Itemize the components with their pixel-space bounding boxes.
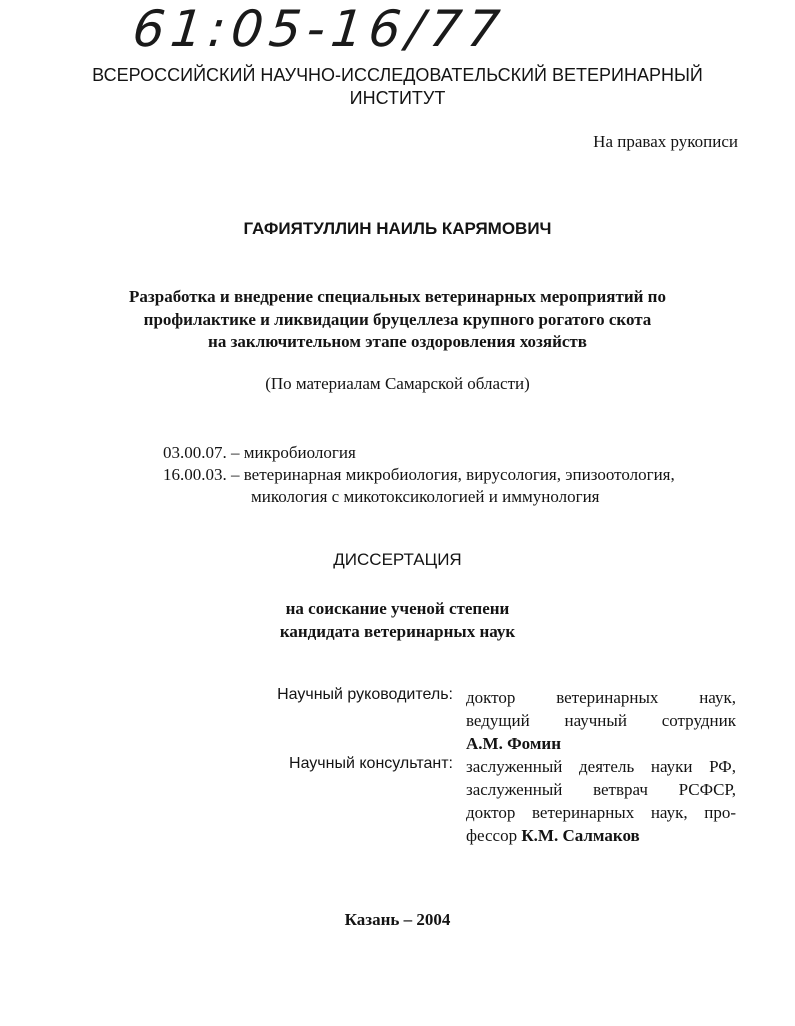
thesis-title-line-3: на заключительном этапе оздоровления хозяйств [208,332,587,351]
document-type: ДИССЕРТАЦИЯ [333,550,462,569]
consultant-line-3: доктор ветеринарных наук, про- [466,803,736,822]
consultant-details [466,755,736,847]
place-and-year: Казань – 2004 [344,910,451,929]
consultant-line-1: заслуженный деятель науки РФ, [466,757,736,776]
degree-line-1: на соискание ученой степени [285,599,510,618]
institute-name-line-2: ИНСТИТУТ [349,88,446,108]
consultant-title-prefix: фессор [466,826,518,845]
consultant-line-4 [466,824,736,847]
materials-note: (По материалам Самарской области) [265,374,530,393]
specialty-line-3: микология с микотоксикологией и иммунология [251,487,600,506]
supervisor-line-1: доктор ветеринарных наук, [466,688,736,707]
specialty-line-2: 16.00.03. – ветеринарная микробиология, вирусология, эпизоотология, [163,465,675,484]
thesis-title-line-2: профилактике и ликвидации бруцеллеза крупного рогатого скота [143,310,652,329]
degree-line-2: кандидата ветеринарных наук [279,622,516,641]
author-name: ГАФИЯТУЛЛИН НАИЛЬ КАРЯМОВИЧ [243,219,552,238]
supervisor-line-2: ведущий научный сотрудник [466,711,736,730]
specialty-line-1: 03.00.07. – микробиология [163,443,356,462]
consultant-label: Научный консультант: [289,755,453,772]
consultant-line-2: заслуженный ветврач РСФСР, [466,780,736,799]
institute-name-line-1: ВСЕРОССИЙСКИЙ НАУЧНО-ИССЛЕДОВАТЕЛЬСКИЙ ВЕТЕРИНАРНЫЙ [92,65,703,85]
handwritten-archive-code: 61:05-16/77 [129,0,509,58]
consultant-name: К.М. Салмаков [521,826,640,845]
supervisor-details [466,686,736,755]
supervisor-name: А.М. Фомин [466,734,562,753]
rights-note: На правах рукописи [593,132,738,151]
supervisor-label: Научный руководитель: [277,686,453,703]
thesis-title-line-1: Разработка и внедрение специальных ветеринарных мероприятий по [129,287,666,306]
